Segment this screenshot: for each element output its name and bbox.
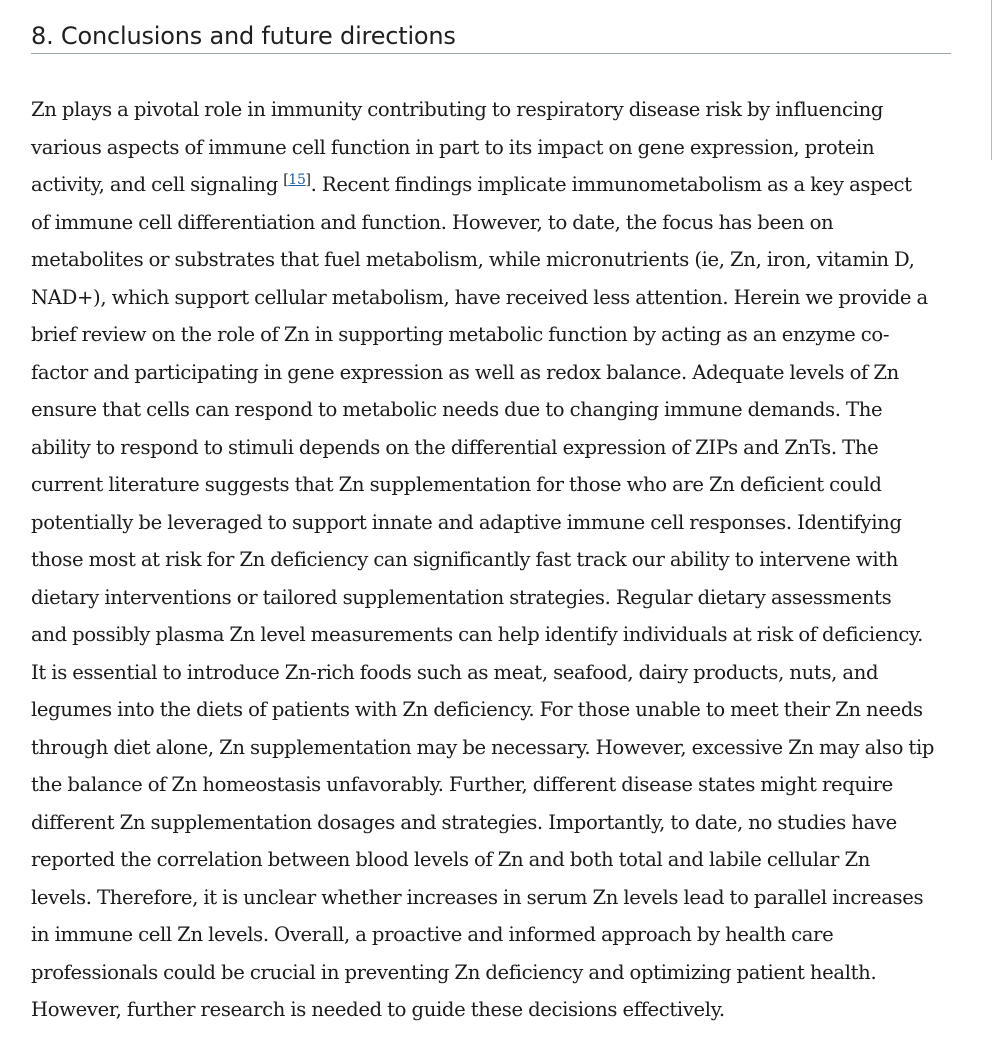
conclusions-section — [31, 0, 951, 1029]
paragraph-text: . Recent findings implicate immunometabolism as a key aspect — [310, 173, 912, 196]
citation-bracket-close: ] — [305, 172, 311, 188]
paragraph-text: activity, and cell signaling — [31, 173, 284, 196]
citation-link-15[interactable]: 15 — [288, 172, 306, 188]
paragraph-line: ability to respond to stimuli depends on the differential expression of ZIPs and ZnTs. The — [31, 435, 879, 459]
paragraph-line: NAD+), which support cellular metabolism, have received less attention. Herein we provide a — [31, 285, 928, 309]
paragraph-line: professionals could be crucial in preventing Zn deficiency and optimizing patient health. — [31, 960, 877, 984]
scrollbar-edge[interactable] — [991, 0, 992, 160]
paragraph-line: reported the correlation between blood levels of Zn and both total and labile cellular Zn — [31, 848, 870, 871]
paragraph-line: However, further research is needed to guide these decisions effectively. — [31, 998, 725, 1021]
paragraph-line: the balance of Zn homeostasis unfavorably. Further, different disease states might require — [31, 773, 893, 796]
citation — [283, 172, 310, 188]
paragraph-line: different Zn supplementation dosages and strategies. Importantly, to date, no studies have — [31, 810, 897, 834]
paragraph-line: in immune cell Zn levels. Overall, a proactive and informed approach by health care — [31, 923, 834, 946]
conclusions-paragraph — [31, 54, 951, 1029]
paragraph-line: through diet alone, Zn supplementation may be necessary. However, excessive Zn may also tip — [31, 735, 935, 759]
paragraph-line: factor and participating in gene expression as well as redox balance. Adequate levels of Zn — [31, 360, 899, 384]
paragraph-line: and possibly plasma Zn level measurements can help identify individuals at risk of deficiency. — [31, 623, 923, 646]
paragraph-line: brief review on the role of Zn in supporting metabolic function by acting as an enzyme co- — [31, 323, 890, 346]
paragraph-line: various aspects of immune cell function in part to its impact on gene expression, protein — [31, 135, 875, 159]
paragraph-line: dietary interventions or tailored supplementation strategies. Regular dietary assessments — [31, 585, 892, 609]
paragraph-line: potentially be leveraged to support innate and adaptive immune cell responses. Identifying — [31, 510, 902, 534]
paragraph-line-with-citation — [31, 166, 951, 204]
paragraph-line: current literature suggests that Zn supplementation for those who are Zn deficient could — [31, 473, 882, 496]
paragraph-line: ensure that cells can respond to metabolic needs due to changing immune demands. The — [31, 398, 883, 421]
paragraph-line: Zn plays a pivotal role in immunity contributing to respiratory disease risk by influencing — [31, 98, 884, 121]
paragraph-line: those most at risk for Zn deficiency can significantly fast track our ability to intervene with — [31, 548, 899, 571]
paragraph-line: of immune cell differentiation and function. However, to date, the focus has been on — [31, 210, 834, 234]
paragraph-line: metabolites or substrates that fuel metabolism, while micronutrients (ie, Zn, iron, vitamin D, — [31, 248, 915, 271]
section-heading: 8. Conclusions and future directions — [31, 0, 951, 54]
paragraph-line: legumes into the diets of patients with Zn deficiency. For those unable to meet their Zn needs — [31, 698, 923, 721]
paragraph-line: levels. Therefore, it is unclear whether increases in serum Zn levels lead to parallel increases — [31, 885, 924, 909]
citation-bracket-open: [ — [283, 172, 289, 188]
paragraph-line: It is essential to introduce Zn-rich foods such as meat, seafood, dairy products, nuts, and — [31, 660, 879, 684]
